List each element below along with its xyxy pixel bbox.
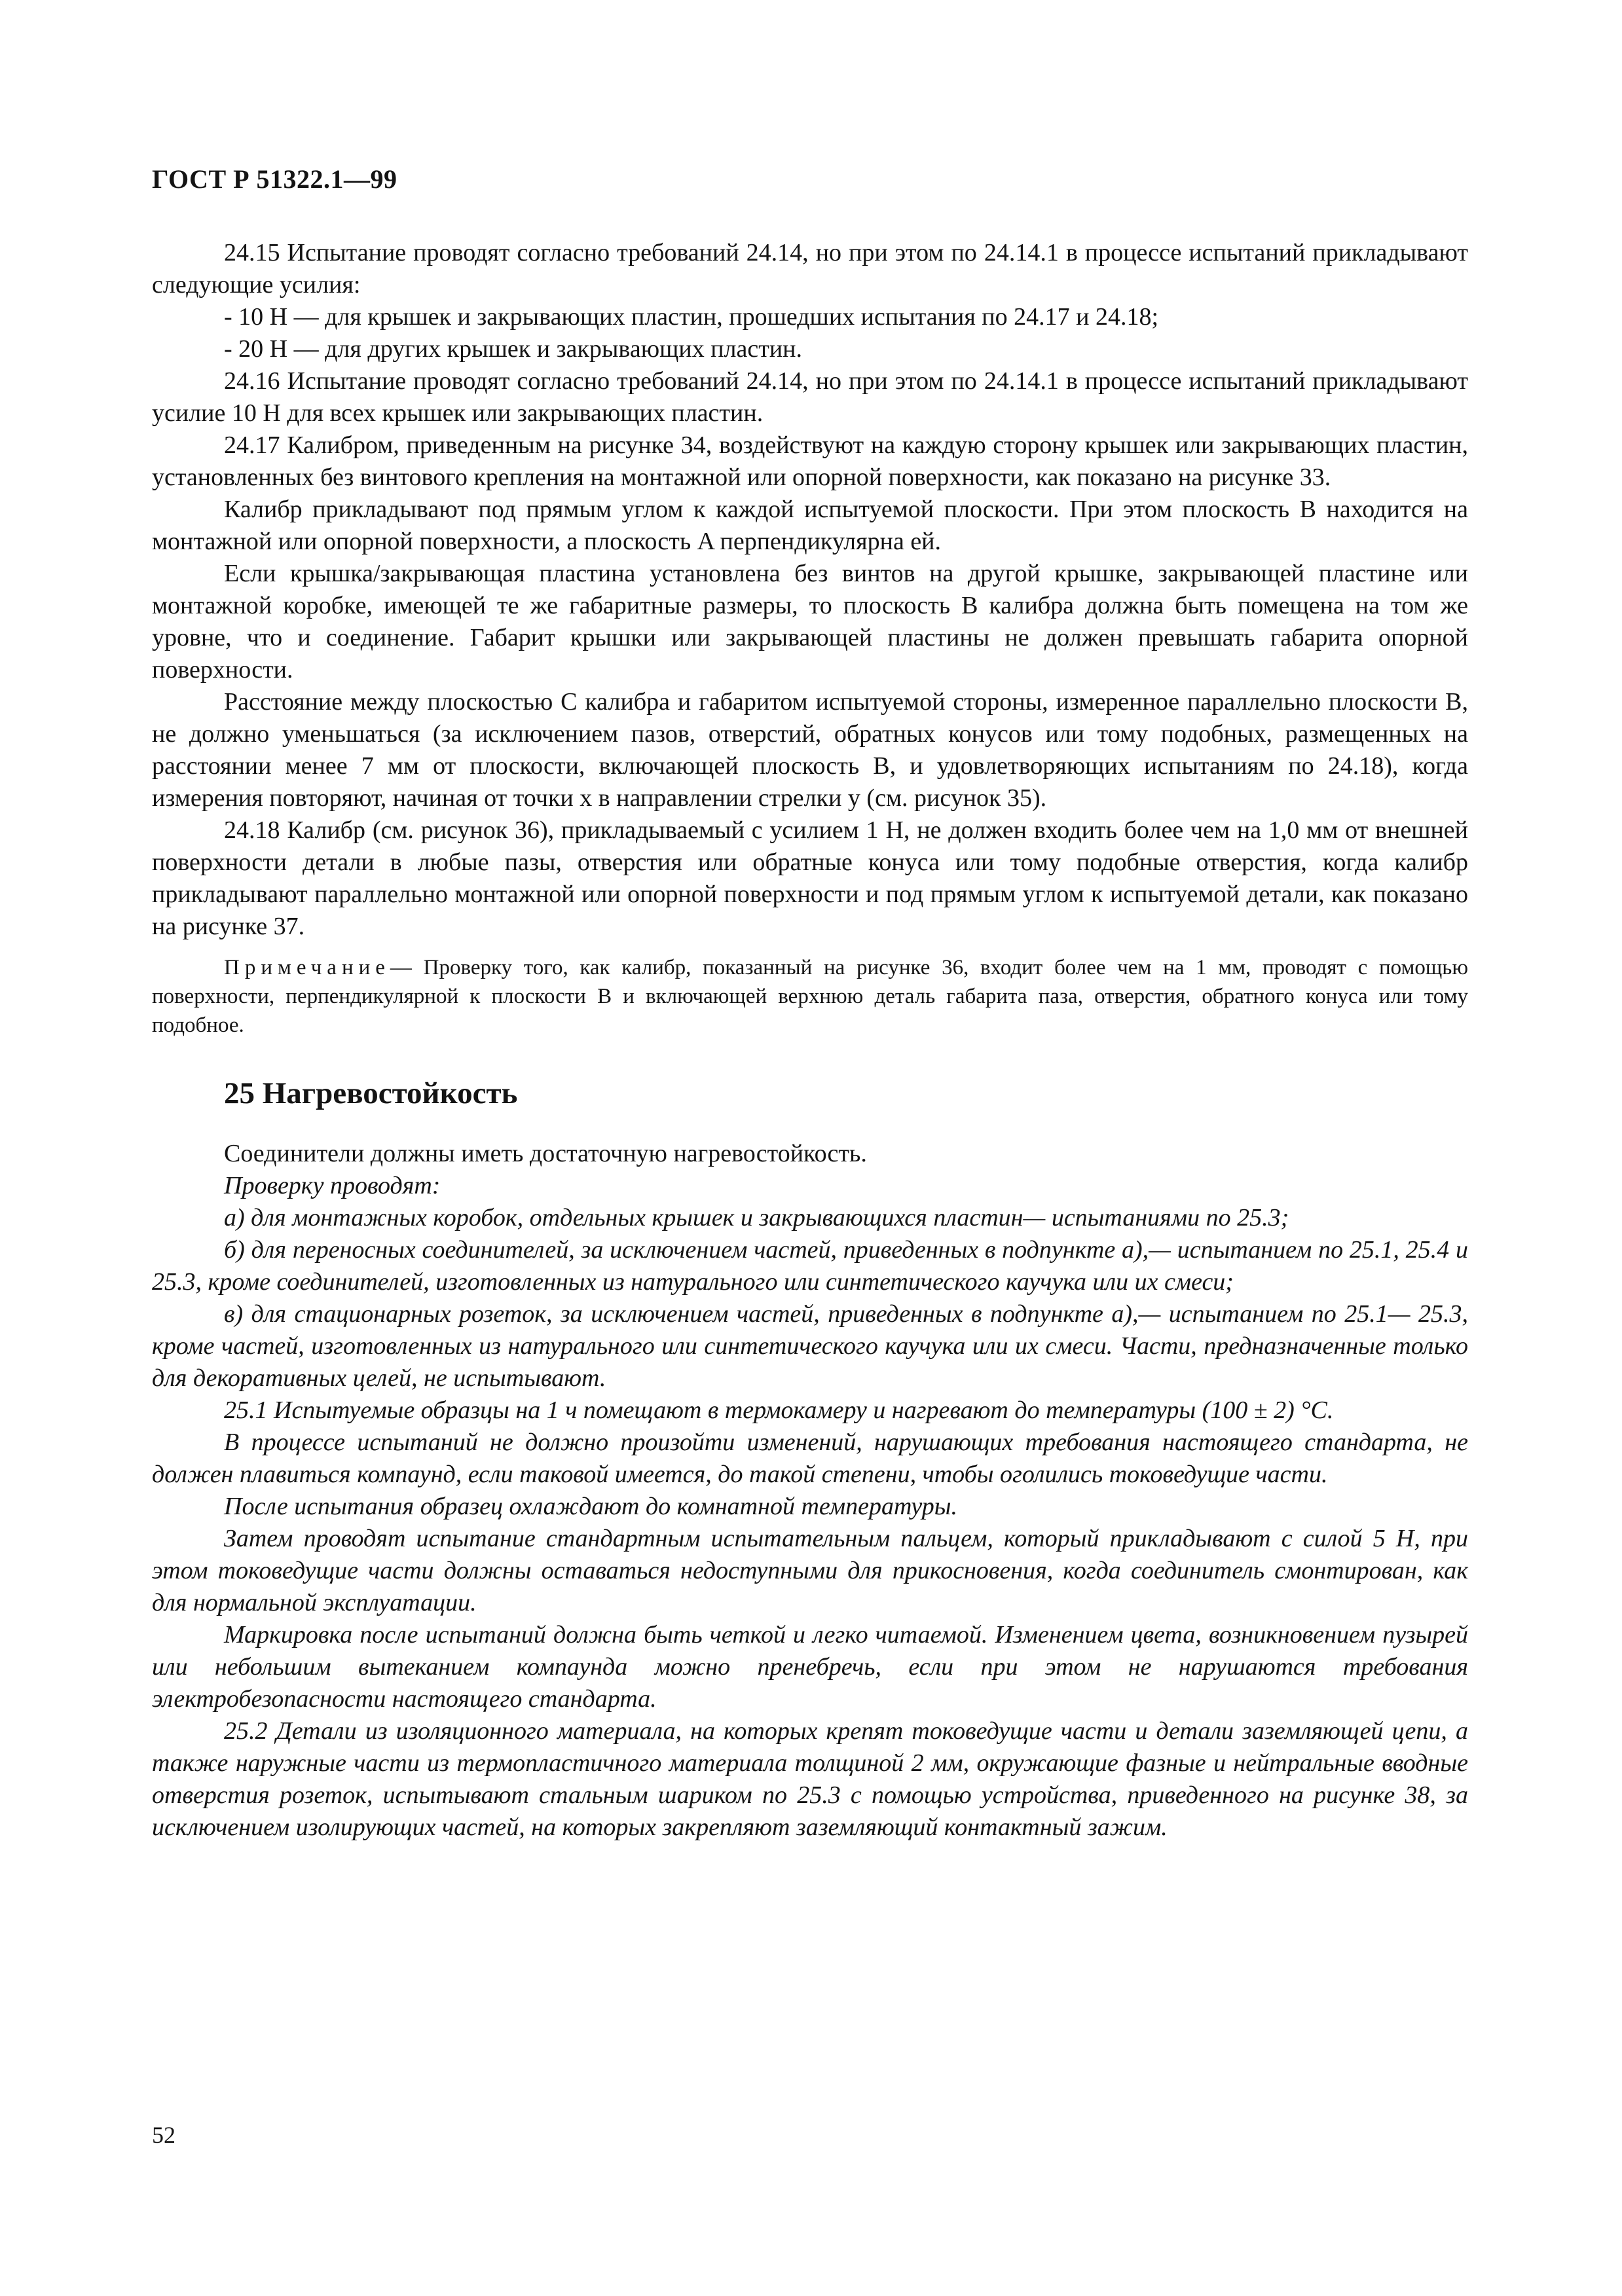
document-header: ГОСТ Р 51322.1—99 (152, 164, 397, 194)
paragraph: Маркировка после испытаний должна быть четкой и легко читаемой. Изменением цвета, возникновением пузырей или небольшим вытеканием компаунда можно пренебречь, если при этом не нарушаются требования электробезопасности настоящего стандарта. (152, 1621, 1468, 1713)
paragraph-24-17: 24.17 Калибром, приведенным на рисунке 34, воздействуют на каждую сторону крышек или закрывающих пластин, установленных без винтового крепления на монтажной или опорной поверхности, как показано на рисунке 33. (152, 431, 1468, 491)
paragraph: После испытания образец охлаждают до комнатной температуры. (224, 1493, 958, 1520)
paragraph-25-1: 25.1 Испытуемые образцы на 1 ч помещают в термокамеру и нагревают до температуры (100 ± 2) °С. (224, 1396, 1334, 1424)
paragraph: Затем проводят испытание стандартным испытательным пальцем, который прикладывают с силой 5 Н, при этом токоведущие части должны оставаться недоступными для прикосновения, когда соединитель смонтирован, как для нормальной эксплуатации. (152, 1525, 1468, 1616)
page-number: 52 (152, 2122, 175, 2148)
paragraph: В процессе испытаний не должно произойти изменений, нарушающих требования настоящего стандарта, не должен плавиться компаунд, если таковой имеется, до такой степени, чтобы оголились токоведущие части. (152, 1429, 1468, 1488)
paragraph: Если крышка/закрывающая пластина установлена без винтов на другой крышке, закрывающей пластине или монтажной коробке, имеющей те же габаритные размеры, то плоскость B калибра должна быть помещена на том же уровне, что и соединение. Габарит крышки или закрывающей пластины не должен превышать габарита опорной поверхности. (152, 560, 1468, 683)
list-item: б) для переносных соединителей, за исключением частей, приведенных в подпункте а),— испытанием по 25.1, 25.4 и 25.3, кроме соединителей, изготовленных из натурального или синтетического каучука или их смеси; (152, 1236, 1468, 1296)
paragraph-24-18: 24.18 Калибр (см. рисунок 36), прикладываемый с усилием 1 Н, не должен входить более чем на 1,0 мм от внешней поверхности детали в любые пазы, отверстия или обратные конуса или тому подобные отверстия, когда калибр прикладывают параллельно монтажной или опорной поверхности и под прямым углом к испытуемой детали, как показано на рисунке 37. (152, 816, 1468, 940)
note-label: Примечание (224, 956, 390, 979)
paragraph: Калибр прикладывают под прямым углом к каждой испытуемой плоскости. При этом плоскость B находится на монтажной или опорной поверхности, а плоскость A перпендикулярна ей. (152, 496, 1468, 555)
paragraph: Проверку проводят: (224, 1172, 441, 1199)
list-item: в) для стационарных розеток, за исключением частей, приведенных в подпункте а),— испытанием по 25.1— 25.3, кроме частей, изготовленных из натурального или синтетического каучука или их смеси. Части, предназначенные только для декоративных целей, не испытывают. (152, 1300, 1468, 1392)
section-title: 25 Нагревостойкость (224, 1076, 518, 1110)
section-intro: Соединители должны иметь достаточную нагревостойкость. (224, 1140, 867, 1167)
section-25-body (152, 1138, 1468, 1844)
paragraph-24-15: 24.15 Испытание проводят согласно требований 24.14, но при этом по 24.14.1 в процессе испытаний прикладывают следующие усилия: (152, 239, 1468, 299)
paragraph-25-2: 25.2 Детали из изоляционного материала, на которых крепят токоведущие части и детали заземляющей цепи, а также наружные части из термопластичного материала толщиной 2 мм, окружающие фазные и нейтральные вводные отверстия розеток, испытывают стальным шариком по 25.3 с помощью устройства, приведенного на рисунке 38, за исключением изолирующих частей, на которых закрепляют заземляющий контактный зажим. (152, 1717, 1468, 1841)
note (152, 953, 1468, 1040)
list-item: - 20 Н — для других крышек и закрывающих пластин. (224, 335, 803, 363)
list-item: а) для монтажных коробок, отдельных крышек и закрывающихся пластин— испытаниями по 25.3; (224, 1204, 1289, 1231)
paragraph-24-16: 24.16 Испытание проводят согласно требований 24.14, но при этом по 24.14.1 в процессе испытаний прикладывают усилие 10 Н для всех крышек или закрывающих пластин. (152, 367, 1468, 427)
paragraph: Расстояние между плоскостью C калибра и габаритом испытуемой стороны, измеренное параллельно плоскости B, не должно уменьшаться (за исключением пазов, отверстий, обратных конусов или тому подобных, размещенных на расстоянии менее 7 мм от плоскости, включающей плоскость B, и удовлетворяющих испытаниям по 24.18), когда измерения повторяют, начиная от точки x в направлении стрелки y (см. рисунок 35). (152, 688, 1468, 812)
page-body (152, 237, 1468, 1844)
note-text: — Проверку того, как калибр, показанный на рисунке 36, входит более чем на 1 мм, проводят с помощью поверхности, перпендикулярной к плоскости B и включающей верхнюю деталь габарита паза, отверстия, обратного конуса или тому подобное. (152, 956, 1468, 1037)
list-item: - 10 Н — для крышек и закрывающих пластин, прошедших испытания по 24.17 и 24.18; (224, 303, 1159, 331)
